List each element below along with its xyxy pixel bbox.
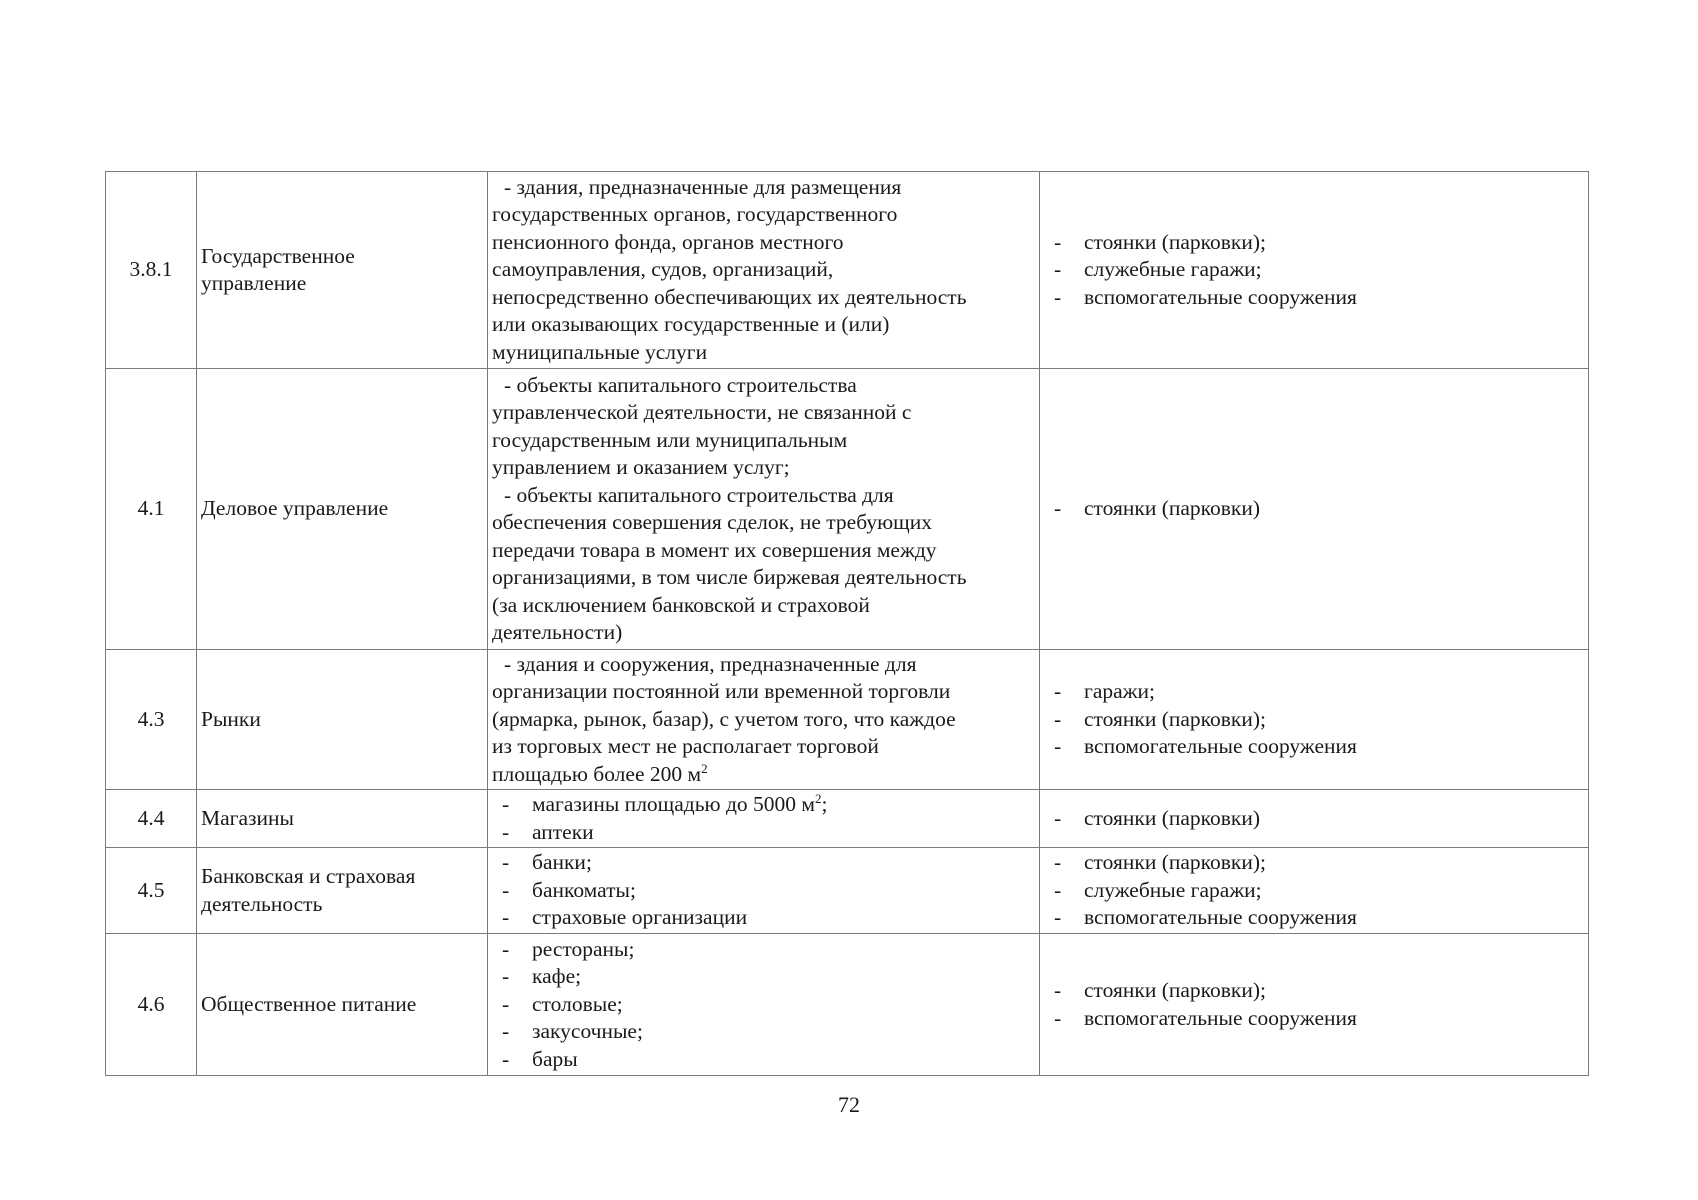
aux-use-cell — [1040, 848, 1589, 934]
table-row — [106, 790, 1589, 848]
main-use-cell — [488, 848, 1040, 934]
item-text: магазины площадью до 5000 м — [532, 792, 815, 816]
dash-marker: - — [1054, 496, 1062, 521]
page-number: 72 — [838, 1092, 860, 1117]
dash-marker: - — [1054, 978, 1062, 1002]
main-line: или оказывающих государственные и (или) — [492, 312, 890, 337]
main-line: управлением и оказанием услуг; — [492, 455, 790, 479]
main-use-cell — [488, 369, 1040, 650]
list-item — [492, 1018, 1035, 1046]
item-text: служебные гаражи; — [1084, 877, 1262, 902]
list-item — [1044, 706, 1584, 734]
main-line: (ярмарка, рынок, базар), с учетом того, что каждое — [492, 706, 956, 731]
list-item — [1044, 733, 1584, 761]
dash-marker: - — [502, 1046, 510, 1071]
table-row — [106, 172, 1589, 369]
superscript: 2 — [815, 790, 822, 806]
main-line: - здания и сооружения, предназначенные для — [504, 651, 917, 676]
dash-marker: - — [1054, 229, 1062, 254]
list-item — [492, 904, 1035, 932]
item-text: стоянки (парковки); — [1084, 229, 1267, 254]
list-item — [1044, 495, 1584, 523]
dash-marker: - — [1054, 679, 1062, 704]
name-line: Государственное — [201, 243, 355, 268]
main-line: пенсионного фонда, органов местного — [492, 229, 844, 254]
item-text: стоянки (парковки); — [1084, 850, 1267, 875]
main-line: обеспечения совершения сделок, не требующих — [492, 510, 932, 534]
list-item — [492, 877, 1035, 905]
row-name — [197, 172, 488, 369]
dash-marker: - — [1054, 1005, 1062, 1030]
item-text: вспомогательные сооружения — [1084, 284, 1357, 309]
row-name — [197, 369, 488, 650]
row-name — [197, 650, 488, 790]
list-item — [1044, 1005, 1584, 1033]
list-item — [492, 963, 1035, 991]
dash-marker: - — [502, 877, 510, 902]
main-line — [492, 761, 1035, 789]
list-item — [1044, 877, 1584, 905]
list-item — [1044, 678, 1584, 706]
main-line: - объекты капитального строительства для — [504, 482, 894, 507]
dash-marker: - — [502, 792, 510, 816]
name-line: Банковская и страховая — [201, 864, 416, 888]
dash-marker: - — [1054, 284, 1062, 309]
superscript: 2 — [701, 760, 708, 776]
row-code: 4.1 — [106, 369, 197, 650]
aux-use-cell — [1040, 650, 1589, 790]
list-item — [492, 819, 1035, 847]
row-code: 4.6 — [106, 934, 197, 1076]
dash-marker: - — [502, 991, 510, 1016]
main-line: управленческой деятельности, не связанной с — [492, 400, 912, 424]
main-line: организациями, в том числе биржевая деятельность — [492, 565, 967, 589]
item-text: банки; — [532, 850, 592, 875]
name-line: Общественное питание — [201, 991, 417, 1016]
dash-marker: - — [502, 964, 510, 989]
list-item — [1044, 849, 1584, 877]
list-item — [1044, 229, 1584, 257]
list-item — [492, 849, 1035, 877]
main-line: - здания, предназначенные для размещения — [504, 174, 902, 199]
main-line: передачи товара в момент их совершения между — [492, 537, 937, 562]
main-line: государственных органов, государственного — [492, 202, 898, 227]
item-text: служебные гаражи; — [1084, 257, 1262, 282]
list-item — [492, 936, 1035, 964]
row-name — [197, 848, 488, 934]
item-text: рестораны; — [532, 936, 635, 961]
list-item — [1044, 284, 1584, 312]
aux-use-cell — [1040, 790, 1589, 848]
list-item — [492, 791, 1035, 819]
table-row — [106, 848, 1589, 934]
dash-marker: - — [502, 905, 510, 930]
item-text: бары — [532, 1046, 578, 1071]
list-item — [492, 991, 1035, 1019]
item-text: вспомогательные сооружения — [1084, 905, 1357, 930]
main-line: муниципальные услуги — [492, 339, 708, 364]
list-item — [492, 1046, 1035, 1074]
dash-marker: - — [1054, 257, 1062, 282]
dash-marker: - — [1054, 850, 1062, 875]
aux-use-cell — [1040, 369, 1589, 650]
dash-marker: - — [502, 1019, 510, 1044]
main-use-cell — [488, 934, 1040, 1076]
main-use-cell — [488, 650, 1040, 790]
dash-marker: - — [502, 850, 510, 875]
item-text: кафе; — [532, 964, 582, 989]
item-text: стоянки (парковки) — [1084, 496, 1261, 521]
row-name — [197, 934, 488, 1076]
list-item — [1044, 977, 1584, 1005]
main-line: - объекты капитального строительства — [504, 372, 857, 397]
list-item — [1044, 904, 1584, 932]
item-text: стоянки (парковки); — [1084, 706, 1267, 731]
aux-use-cell — [1040, 172, 1589, 369]
main-use-cell — [488, 790, 1040, 848]
item-suffix: ; — [821, 792, 828, 816]
item-text: гаражи; — [1084, 679, 1155, 704]
main-line: государственным или муниципальным — [492, 427, 848, 452]
dash-marker: - — [1054, 877, 1062, 902]
row-code: 4.4 — [106, 790, 197, 848]
main-use-cell — [488, 172, 1040, 369]
dash-marker: - — [1054, 706, 1062, 731]
item-text: столовые; — [532, 991, 623, 1016]
name-line: Деловое управление — [201, 496, 389, 521]
name-line: деятельность — [201, 891, 323, 916]
main-line: (за исключением банковской и страховой — [492, 592, 870, 617]
land-use-table — [105, 171, 1589, 1076]
dash-marker: - — [502, 819, 510, 844]
name-line: управление — [201, 271, 307, 295]
item-text: стоянки (парковки); — [1084, 978, 1267, 1002]
name-line: Рынки — [201, 706, 261, 731]
table-row — [106, 369, 1589, 650]
item-text: вспомогательные сооружения — [1084, 734, 1357, 759]
table-row — [106, 934, 1589, 1076]
item-text: аптеки — [532, 819, 594, 844]
item-text: вспомогательные сооружения — [1084, 1005, 1357, 1030]
main-line: организации постоянной или временной торговли — [492, 679, 951, 704]
list-item — [1044, 805, 1584, 833]
row-code: 4.3 — [106, 650, 197, 790]
main-line-text: площадью более 200 м — [492, 761, 702, 786]
table-row — [106, 650, 1589, 790]
main-line: из торговых мест не располагает торговой — [492, 734, 879, 759]
dash-marker: - — [1054, 905, 1062, 930]
item-text: страховые организации — [532, 905, 748, 930]
main-line: деятельности) — [492, 620, 623, 644]
list-item — [1044, 256, 1584, 284]
aux-use-cell — [1040, 934, 1589, 1076]
main-line: самоуправления, судов, организаций, — [492, 257, 834, 282]
dash-marker: - — [1054, 805, 1062, 830]
row-code: 3.8.1 — [106, 172, 197, 369]
item-text: закусочные; — [532, 1019, 643, 1044]
row-code: 4.5 — [106, 848, 197, 934]
dash-marker: - — [502, 936, 510, 961]
dash-marker: - — [1054, 734, 1062, 759]
item-text: стоянки (парковки) — [1084, 805, 1261, 830]
name-line: Магазины — [201, 805, 294, 830]
main-line: непосредственно обеспечивающих их деятельность — [492, 284, 967, 309]
item-text: банкоматы; — [532, 877, 636, 902]
row-name — [197, 790, 488, 848]
